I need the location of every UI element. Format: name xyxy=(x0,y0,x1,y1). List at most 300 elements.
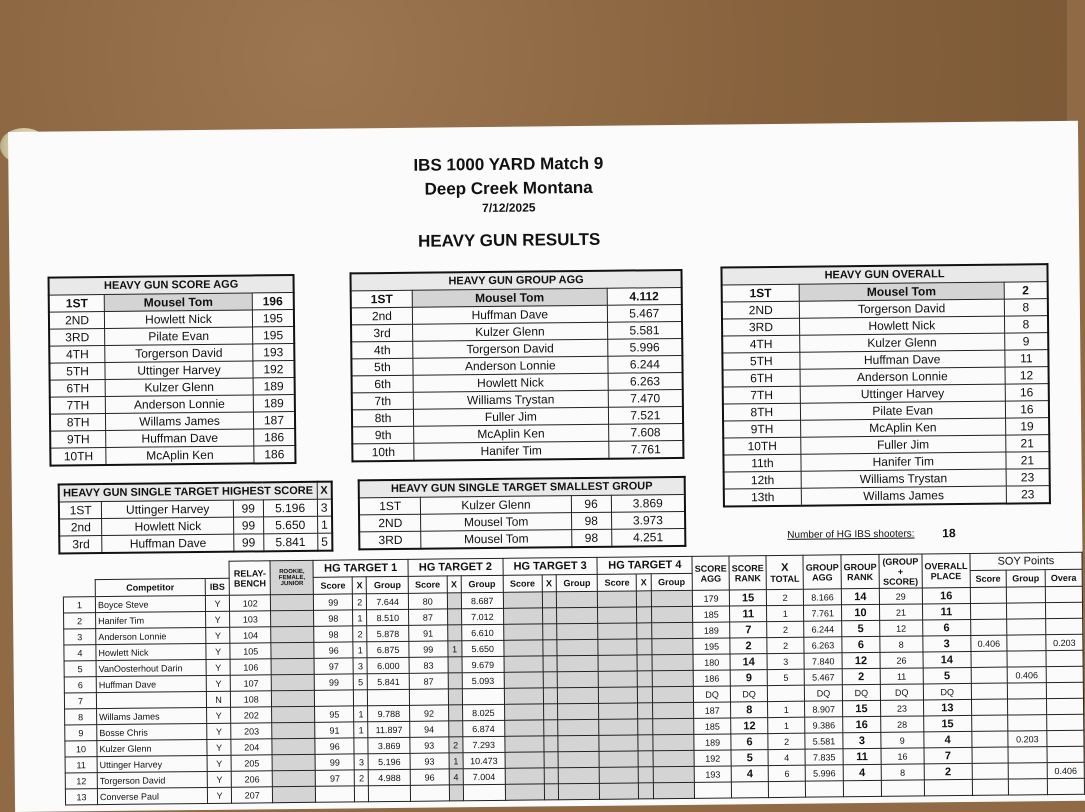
cell-t4g xyxy=(651,638,693,654)
cell-t2g: 5.650 xyxy=(462,640,504,656)
cell-ga: 5.467 xyxy=(804,669,842,685)
cell-t3s xyxy=(503,592,542,608)
t4-group-h: Group xyxy=(651,573,693,590)
t1-score-h: Score xyxy=(313,577,352,594)
cell-t1x: 2 xyxy=(353,594,367,610)
name-cell: Torgerson David xyxy=(799,299,1004,318)
cell-t2g: 6.874 xyxy=(462,720,504,736)
cell-ss xyxy=(972,731,1009,747)
single-high-x: X xyxy=(317,482,332,500)
cell-t1x: 1 xyxy=(353,642,367,658)
cell-sg xyxy=(1008,779,1047,795)
cell-t2x xyxy=(448,721,462,737)
cell-t1g: 5.196 xyxy=(368,753,410,769)
name-cell: McAplin Ken xyxy=(800,418,1005,437)
cell-op: 15 xyxy=(924,715,972,732)
rank-cell: 3rd xyxy=(351,324,413,342)
cell-ibs: Y xyxy=(207,787,231,803)
value-cell: 7.470 xyxy=(608,389,683,407)
cell-t2s: 87 xyxy=(409,673,448,689)
relay-bench-header: RELAY-BENCH xyxy=(229,561,270,595)
cell-n: 9 xyxy=(65,725,97,741)
match-title: IBS 1000 YARD Match 9 xyxy=(413,153,604,175)
single-high-table xyxy=(58,481,334,555)
cell-ibs: Y xyxy=(207,771,231,787)
group-agg-header: GROUP AGG xyxy=(803,555,841,589)
value-cell: 21 xyxy=(1006,452,1050,469)
cell-op: 13 xyxy=(923,699,971,716)
cell-t2g: 7.012 xyxy=(461,608,503,624)
section-title: HEAVY GUN RESULTS xyxy=(417,229,601,251)
cell-so: 0.203 xyxy=(1046,634,1083,650)
cell-t1x xyxy=(355,786,369,802)
cell-gr: DQ xyxy=(842,684,880,700)
cell-name: Boyce Steve xyxy=(95,595,205,612)
cell-so xyxy=(1047,778,1084,794)
cell-name: Huffman Dave xyxy=(96,675,206,692)
cell-sg xyxy=(1008,763,1047,779)
cell-t3x xyxy=(542,592,556,608)
cell-t3x xyxy=(543,720,557,736)
cell-gs: DQ xyxy=(880,684,923,700)
cell-sr: 6 xyxy=(731,734,768,750)
cell-so xyxy=(1047,714,1084,730)
cell-xt: 3 xyxy=(767,653,804,669)
overall-place-header: OVERALL PLACE xyxy=(922,553,970,587)
rookie-header: ROOKIE, FEMALE, JUNIOR xyxy=(270,560,313,594)
cell-gs: 26 xyxy=(880,652,923,668)
cell-t3s xyxy=(503,608,542,624)
cell-t4x xyxy=(639,783,653,799)
table-row xyxy=(50,446,295,466)
cell-t4x xyxy=(637,655,651,671)
t1-x-h: X xyxy=(352,577,366,594)
cell-t2g: 7.293 xyxy=(463,736,505,752)
t3-group-h: Group xyxy=(556,574,598,591)
cell-t3s xyxy=(504,640,543,656)
cell-sg xyxy=(1007,619,1046,635)
cell-t4x xyxy=(638,671,652,687)
cell-t3g xyxy=(557,687,599,703)
cell-sg xyxy=(1007,683,1046,699)
cell-ibs: Y xyxy=(206,611,230,627)
cell-sr: 9 xyxy=(730,670,767,686)
cell-ss xyxy=(970,587,1007,603)
cell-rk xyxy=(271,674,314,690)
name-cell: Howlett Nick xyxy=(102,517,234,535)
cell-n: 6 xyxy=(64,677,96,693)
cell-ga: DQ xyxy=(805,685,843,701)
cell-t1x: 2 xyxy=(353,626,367,642)
cell-op: 2 xyxy=(924,763,972,780)
cell-sr: 15 xyxy=(729,590,766,606)
cell-t2g: 6.610 xyxy=(461,624,503,640)
cell-n: 4 xyxy=(64,645,96,661)
name-cell: Anderson Lonnie xyxy=(413,356,608,375)
cell-n: 10 xyxy=(65,741,97,757)
cell-t3s xyxy=(504,656,543,672)
rank-cell: 2nd xyxy=(59,519,102,536)
cell-t4x xyxy=(638,751,652,767)
cell-t1x: 3 xyxy=(353,658,367,674)
cell-t1g: 5.878 xyxy=(367,625,409,641)
name-cell: Hanifer Tim xyxy=(414,441,609,461)
cell-t4g xyxy=(653,750,695,766)
cell-ibs: Y xyxy=(206,659,230,675)
soy-header: SOY Points xyxy=(970,552,1082,570)
rank-cell: 12th xyxy=(724,471,801,489)
cell-xt: 2 xyxy=(767,621,804,637)
name-cell: McAplin Ken xyxy=(414,424,609,443)
rank-cell: 7TH xyxy=(723,386,800,404)
score-agg-header: SCORE AGG xyxy=(692,556,729,590)
cell-t1x: 1 xyxy=(354,706,368,722)
cell-gs xyxy=(881,780,924,796)
cell-gr: 3 xyxy=(843,732,881,748)
value-cell: 5.996 xyxy=(607,338,682,356)
cell-so xyxy=(1047,730,1084,746)
cell-t2x xyxy=(447,625,461,641)
table-row xyxy=(359,528,685,549)
cell-op xyxy=(924,779,972,796)
cell-sr: 11 xyxy=(730,606,767,622)
rank-cell: 3RD xyxy=(722,318,799,336)
score-rank-header: SCORE RANK xyxy=(729,556,766,590)
cell-t4s xyxy=(599,751,638,767)
value-cell: 98 xyxy=(571,529,611,547)
cell-ga: 7.835 xyxy=(805,749,843,765)
rank-cell: 4th xyxy=(351,341,413,359)
cell-gr: 14 xyxy=(841,588,879,604)
cell-t3s xyxy=(505,736,544,752)
value-cell: 6.263 xyxy=(608,372,683,390)
name-cell: Mousel Tom xyxy=(104,293,252,312)
score-agg-table xyxy=(48,274,297,467)
cell-t1g: 7.644 xyxy=(367,593,409,609)
rank-cell: 2ND xyxy=(359,514,421,532)
cell-ga: 9.386 xyxy=(805,717,843,733)
cell-n: 13 xyxy=(65,789,97,805)
cell-n: 8 xyxy=(65,709,97,725)
cell-t3x xyxy=(543,704,557,720)
cell-sa: 185 xyxy=(693,606,730,622)
cell-xt xyxy=(768,685,805,701)
cell-ibs: Y xyxy=(207,707,231,723)
cell-t3g xyxy=(558,719,600,735)
group-agg-title: HEAVY GUN GROUP AGG xyxy=(350,270,681,291)
soy-group-h: Group xyxy=(1006,570,1045,587)
cell-t3g xyxy=(558,751,600,767)
cell-t4x xyxy=(638,735,652,751)
rank-cell: 6th xyxy=(352,375,414,393)
cell-gr xyxy=(843,780,881,796)
name-cell: Torgerson David xyxy=(413,339,608,358)
cell-t2g: 7.004 xyxy=(463,768,505,784)
cell-n: 11 xyxy=(65,757,97,773)
cell-t4g xyxy=(652,718,694,734)
cell-t4s xyxy=(598,655,637,671)
cell-name: Kulzer Glenn xyxy=(97,739,207,756)
value-cell: 189 xyxy=(253,378,295,395)
cell-t2x xyxy=(448,673,462,689)
cell-t3g xyxy=(557,655,599,671)
cell-gs: 16 xyxy=(881,748,924,764)
cell-t2x xyxy=(448,705,462,721)
cell-sg xyxy=(1008,747,1047,763)
cell-t4x xyxy=(637,639,651,655)
cell-sr: 5 xyxy=(731,750,768,766)
cell-t3x xyxy=(544,784,558,800)
value-cell: 99 xyxy=(234,517,264,534)
name-cell: Anderson Lonnie xyxy=(105,395,253,414)
value2-cell: 3.869 xyxy=(611,494,685,512)
cell-ss xyxy=(971,699,1008,715)
cell-t4s xyxy=(600,783,639,799)
cell-ibs: Y xyxy=(207,723,231,739)
cell-gs: 11 xyxy=(880,668,923,684)
cell-gr: 11 xyxy=(843,748,881,764)
single-high-title: HEAVY GUN SINGLE TARGET HIGHEST SCORE xyxy=(59,482,317,502)
name-cell: Torgerson David xyxy=(105,344,253,363)
cell-t2s xyxy=(409,689,448,705)
name-cell: Mousel Tom xyxy=(421,530,571,549)
rank-cell: 8TH xyxy=(50,413,106,431)
cell-ss xyxy=(972,763,1009,779)
cell-sr: 12 xyxy=(731,718,768,734)
cell-t3s xyxy=(504,704,543,720)
t4-score-h: Score xyxy=(598,574,637,591)
cell-t1x: 1 xyxy=(354,722,368,738)
rank-cell: 5th xyxy=(351,358,413,376)
cell-t2g: 9.679 xyxy=(462,656,504,672)
cell-t1g: 6.000 xyxy=(367,657,409,673)
cell-name: Uttinger Harvey xyxy=(97,755,207,772)
cell-t2x: 2 xyxy=(448,737,462,753)
cell-sa: 189 xyxy=(694,734,731,750)
ibs-header: IBS xyxy=(205,578,229,595)
cell-op: 11 xyxy=(922,603,970,620)
cell-t2x xyxy=(447,593,461,609)
cell-t4s xyxy=(599,703,638,719)
cell-t3g xyxy=(558,767,600,783)
cell-t3g xyxy=(556,591,598,607)
rank-cell: 10TH xyxy=(50,447,106,465)
cell-t2s: 93 xyxy=(410,737,449,753)
rank-cell: 2ND xyxy=(722,301,799,319)
rank-cell: 5TH xyxy=(722,352,799,370)
cell-t4s xyxy=(599,687,638,703)
cell-rb: 202 xyxy=(231,707,272,723)
target3-header: HG TARGET 3 xyxy=(503,557,598,575)
cell-t1g xyxy=(368,689,410,705)
cell-gr: 15 xyxy=(843,700,881,716)
cell-gs: 21 xyxy=(879,604,922,620)
cell-ga: 5.996 xyxy=(805,765,843,781)
cell-t3g xyxy=(558,783,600,799)
value2-cell: 5.196 xyxy=(263,499,317,517)
t3-x-h: X xyxy=(542,575,556,592)
cell-t4x xyxy=(637,607,651,623)
value-cell: 11 xyxy=(1005,350,1049,367)
cell-gs: 8 xyxy=(881,764,924,780)
cell-t1g: 6.875 xyxy=(367,641,409,657)
cell-sr xyxy=(732,782,769,798)
rank-cell: 13th xyxy=(724,488,801,506)
value-cell: 8 xyxy=(1004,299,1048,316)
cell-t2s: 92 xyxy=(410,705,449,721)
value-cell: 7.608 xyxy=(608,423,683,441)
x-total-header xyxy=(766,555,803,589)
cell-so xyxy=(1046,682,1083,698)
value-cell: 192 xyxy=(253,361,295,378)
name-cell: McAplin Ken xyxy=(106,446,254,465)
cell-n: 12 xyxy=(65,773,97,789)
name-cell: Hanifer Tim xyxy=(801,452,1006,471)
rank-cell: 3RD xyxy=(359,531,421,549)
cell-t3g xyxy=(557,671,599,687)
cell-t2g: 5.093 xyxy=(462,672,504,688)
value-cell: 99 xyxy=(234,534,264,552)
rank-cell: 6TH xyxy=(723,369,800,387)
cell-ibs: Y xyxy=(206,643,230,659)
cell-t2x xyxy=(447,609,461,625)
cell-t2s xyxy=(410,785,449,801)
x-total-sub: TOTAL xyxy=(770,573,800,584)
cell-t1s: 96 xyxy=(314,642,353,658)
cell-ss xyxy=(971,683,1008,699)
cell-t3g xyxy=(557,639,599,655)
cell-t1x: 2 xyxy=(354,770,368,786)
cell-t4x xyxy=(638,703,652,719)
x-total-x: X xyxy=(781,561,789,574)
cell-t1x: 3 xyxy=(354,754,368,770)
cell-t4g xyxy=(651,590,693,606)
rank-cell: 11th xyxy=(723,454,800,472)
cell-t1g: 4.988 xyxy=(369,769,411,785)
cell-op: 16 xyxy=(922,587,970,604)
cell-n: 2 xyxy=(64,613,96,629)
cell-op: 5 xyxy=(923,667,971,684)
cell-t3s xyxy=(504,688,543,704)
table-row xyxy=(352,440,683,461)
cell-xt: 1 xyxy=(767,605,804,621)
value-cell: 187 xyxy=(253,412,295,429)
name-cell: Willams James xyxy=(801,486,1006,506)
cell-ibs: Y xyxy=(207,755,231,771)
name-cell: Uttinger Harvey xyxy=(800,384,1005,403)
name-cell: Howlett Nick xyxy=(105,310,253,329)
cell-rk xyxy=(272,722,315,738)
name-cell: Uttinger Harvey xyxy=(105,361,253,380)
cell-rk xyxy=(273,786,316,802)
name-cell: Mousel Tom xyxy=(799,282,1004,301)
cell-t3g xyxy=(557,703,599,719)
cell-name: Converse Paul xyxy=(97,787,207,804)
cell-op: 4 xyxy=(924,731,972,748)
cell-t4s xyxy=(598,591,637,607)
cell-ga: 8.907 xyxy=(805,701,843,717)
value-cell: 4.112 xyxy=(607,287,682,305)
cell-so xyxy=(1045,602,1082,618)
cell-sa: 180 xyxy=(693,654,730,670)
cell-gr: 5 xyxy=(842,620,880,636)
soy-overall-h: Overa xyxy=(1045,569,1082,586)
name-cell: Mousel Tom xyxy=(412,288,607,307)
cell-sr: DQ xyxy=(730,686,767,702)
competitor-header: Competitor xyxy=(95,578,205,596)
cell-gr: 10 xyxy=(842,604,880,620)
rank-cell: 10th xyxy=(352,443,414,461)
value-cell: 23 xyxy=(1006,486,1050,504)
cell-n: 3 xyxy=(64,629,96,645)
cell-ibs: Y xyxy=(206,675,230,691)
cell-n: 5 xyxy=(64,661,96,677)
cell-ga: 5.581 xyxy=(805,733,843,749)
cell-t2x: 4 xyxy=(449,769,463,785)
cell-sa: 189 xyxy=(693,622,730,638)
t1-group-h: Group xyxy=(367,576,409,593)
cell-t3x xyxy=(543,688,557,704)
cell-t3s xyxy=(505,784,544,800)
cell-rb: 104 xyxy=(230,627,271,643)
rank-cell: 10TH xyxy=(723,437,800,455)
value-cell: 98 xyxy=(571,512,611,529)
cell-t3g xyxy=(557,623,599,639)
name-cell: Kulzer Glenn xyxy=(413,322,608,341)
value2-cell: 4.251 xyxy=(611,528,685,546)
cell-rk xyxy=(272,754,315,770)
name-cell: Huffman Dave xyxy=(102,534,234,553)
cell-sa: DQ xyxy=(693,686,730,702)
rank-cell: 9TH xyxy=(723,420,800,438)
cell-gr: 4 xyxy=(843,764,881,780)
x-cell: 3 xyxy=(317,499,332,516)
cell-rb: 207 xyxy=(232,787,273,803)
rank-cell: 4TH xyxy=(722,335,799,353)
cell-sg xyxy=(1007,603,1046,619)
value-cell: 186 xyxy=(254,446,296,464)
target2-header: HG TARGET 2 xyxy=(408,558,503,576)
name-cell: Huffman Dave xyxy=(412,305,607,324)
cell-sa xyxy=(694,782,731,798)
cell-ibs: Y xyxy=(207,739,231,755)
value-cell: 189 xyxy=(253,395,295,412)
cell-xt xyxy=(769,781,806,797)
cell-rk xyxy=(271,610,314,626)
cell-so xyxy=(1046,666,1083,682)
cell-name: Anderson Lonnie xyxy=(96,627,206,644)
shooters-count: 18 xyxy=(942,526,956,541)
cell-t3x xyxy=(544,752,558,768)
cell-t2s: 91 xyxy=(409,625,448,641)
table-row xyxy=(724,486,1050,507)
match-location: Deep Creek Montana xyxy=(424,177,593,199)
cell-t1s: 99 xyxy=(314,674,353,690)
value-cell: 6.244 xyxy=(608,355,683,373)
single-small-title: HEAVY GUN SINGLE TARGET SMALLEST GROUP xyxy=(359,477,685,498)
cell-so: 0.406 xyxy=(1047,762,1084,778)
t4-x-h: X xyxy=(637,574,651,591)
rank-cell: 8TH xyxy=(723,403,800,421)
cell-t3x xyxy=(543,736,557,752)
cell-rb: 103 xyxy=(230,611,271,627)
rank-cell: 9TH xyxy=(50,430,106,448)
value2-cell: 5.650 xyxy=(263,516,317,534)
cell-ga: 8.166 xyxy=(804,589,842,605)
cell-t4s xyxy=(599,719,638,735)
name-cell: Mousel Tom xyxy=(421,513,571,532)
cell-gs: 9 xyxy=(881,732,924,748)
